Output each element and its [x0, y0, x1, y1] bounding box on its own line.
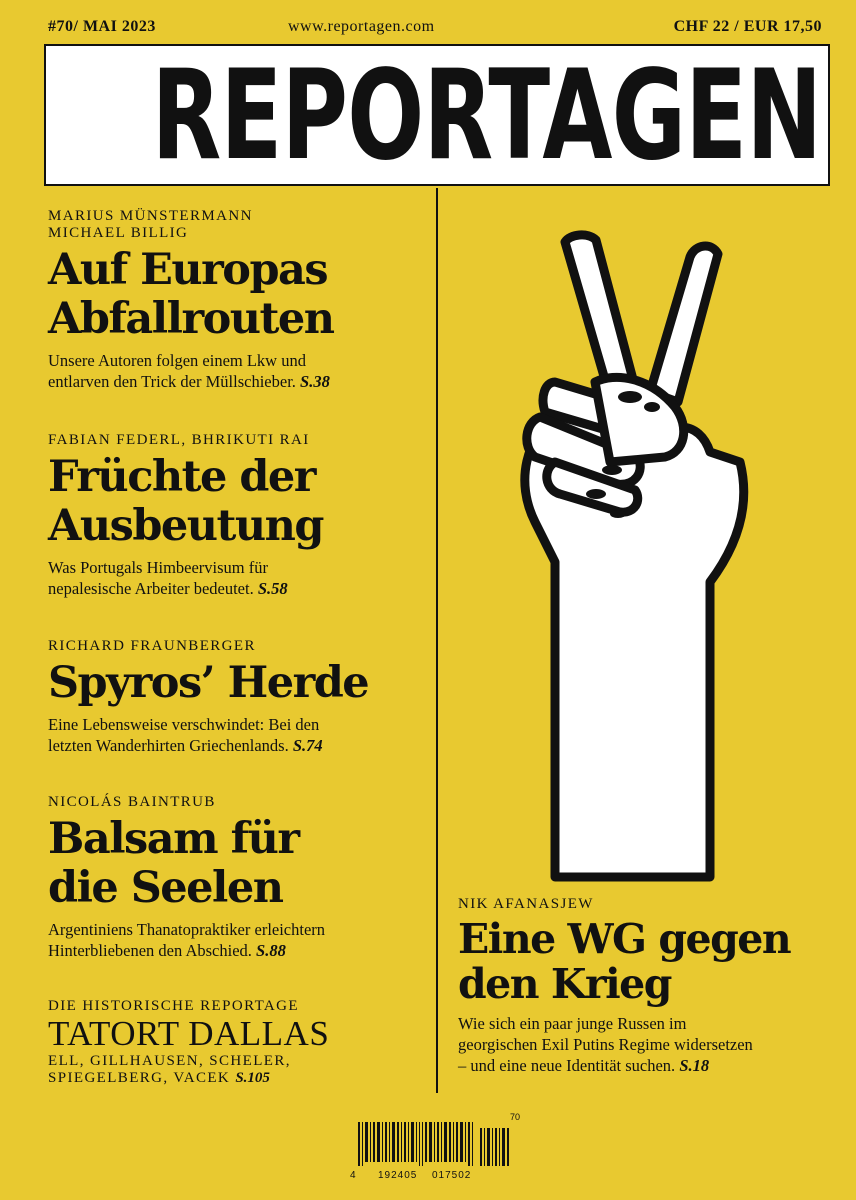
story-author: RICHARD FRAUNBERGER: [48, 638, 256, 654]
teaser-line: georgischen Exil Putins Regime widersetzen: [458, 1035, 753, 1054]
teaser-line: letzten Wanderhirten Griechenlands.: [48, 736, 289, 755]
story-headline: [458, 917, 828, 1007]
story-europa: [48, 208, 428, 392]
story-teaser: [48, 350, 428, 392]
page-ref: S.58: [257, 579, 288, 598]
section-label: DIE HISTORISCHE REPORTAGE: [48, 998, 299, 1014]
story-teaser: [48, 557, 428, 599]
magazine-title: REPORTAGEN: [151, 44, 822, 186]
column-divider: [436, 188, 438, 1093]
page-ref: S.74: [292, 736, 323, 755]
authors-line: ELL, GILLHAUSEN, SCHELER,: [48, 1053, 291, 1069]
historic-reportage: [48, 998, 428, 1087]
page-ref: S.88: [256, 941, 286, 960]
story-author: NIK AFANASJEW: [458, 896, 594, 912]
story-headline: [48, 659, 428, 708]
story-author: FABIAN FEDERL, BHRIKUTI RAI: [48, 432, 310, 448]
story-teaser: [48, 919, 428, 961]
barcode-digit: 192405: [378, 1170, 418, 1181]
story-balsam: [48, 794, 428, 961]
barcode: [350, 1112, 520, 1184]
barcode-bars-icon: [358, 1122, 510, 1166]
masthead: [44, 44, 830, 186]
teaser-line: Unsere Autoren folgen einem Lkw und: [48, 351, 306, 370]
headline-line: die Seelen: [48, 863, 283, 913]
historic-title: TATORT DALLAS: [48, 1014, 330, 1053]
teaser-line: Hinterbliebenen den Abschied.: [48, 941, 252, 960]
story-teaser: [458, 1013, 828, 1076]
teaser-line: nepalesische Arbeiter bedeutet.: [48, 579, 254, 598]
authors-line: SPIEGELBERG, VACEK: [48, 1070, 231, 1086]
story-headline: [48, 815, 428, 913]
headline-line: Auf Europas: [48, 245, 328, 295]
teaser-line: Was Portugals Himbeervisum für: [48, 558, 269, 577]
headline-line: Ausbeutung: [48, 501, 323, 551]
headline-line: Eine WG gegen: [458, 915, 791, 963]
teaser-line: entlarven den Trick der Müllschieber.: [48, 372, 296, 391]
teaser-line: Wie sich ein paar junge Russen im: [458, 1014, 687, 1033]
teaser-line: – und eine neue Identität suchen.: [458, 1056, 676, 1075]
page-ref: S.18: [679, 1056, 710, 1075]
price: CHF 22 / EUR 17,50: [673, 18, 822, 35]
headline-line: Früchte der: [48, 452, 315, 502]
story-author: MARIUS MÜNSTERMANN: [48, 208, 253, 224]
headline-line: Spyros’ Herde: [48, 658, 369, 708]
story-headline: [48, 246, 428, 344]
historic-authors: [48, 1053, 428, 1087]
page-ref: S.105: [235, 1070, 270, 1086]
headline-line: Abfallrouten: [48, 294, 334, 344]
story-teaser: [48, 714, 428, 756]
story-spyros: [48, 638, 428, 756]
page-ref: S.38: [300, 372, 330, 391]
story-author: MICHAEL BILLIG: [48, 225, 189, 241]
feature-story: [458, 896, 828, 1076]
peace-sign-hand-icon: [500, 222, 760, 882]
story-author: NICOLÁS BAINTRUB: [48, 794, 216, 810]
story-fruechte: [48, 432, 428, 599]
website-url: www.reportagen.com: [288, 18, 435, 35]
teaser-line: Argentiniens Thanatopraktiker erleichtern: [48, 920, 326, 939]
headline-line: den Krieg: [458, 960, 671, 1008]
teaser-line: Eine Lebensweise verschwindet: Bei den: [48, 715, 320, 734]
barcode-addon: 70: [509, 1112, 520, 1122]
barcode-digit: 017502: [432, 1170, 472, 1181]
headline-line: Balsam für: [48, 814, 299, 864]
barcode-digit: 4: [350, 1170, 357, 1181]
story-headline: [48, 453, 428, 551]
issue-number: #70/ MAI 2023: [48, 18, 156, 35]
top-bar: [48, 18, 822, 40]
